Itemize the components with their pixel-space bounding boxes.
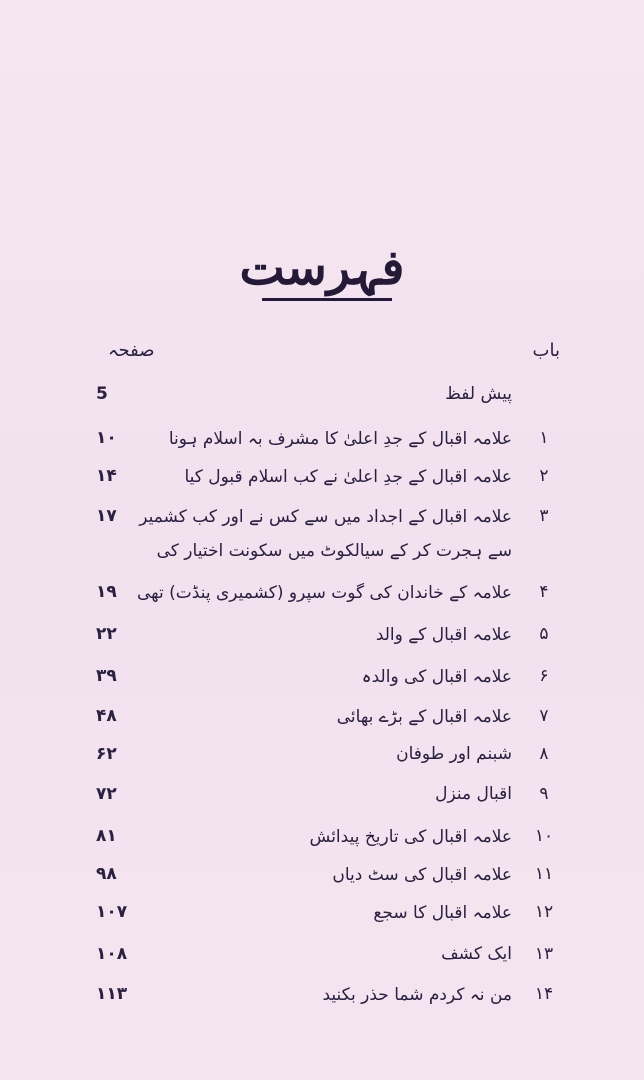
toc-row [0,384,644,418]
chapter-title: علامہ کے خاندان کی گوت سپرو (کشمیری پنڈت) تھی [137,583,512,603]
chapter-title: علامہ اقبال کی سٹ دیاں [332,865,512,885]
page-number: ۱۹ [96,582,117,602]
page-number: ۱۰۷ [96,902,128,922]
toc-row [0,428,644,462]
chapter-number: ۱۳ [534,944,554,964]
chapter-title: علامہ اقبال کے بڑے بھائی [336,707,512,727]
chapter-title: اقبال منزل [435,784,512,804]
chapter-number: ۳ [539,506,549,526]
chapter-title: سے ہجرت کر کے سیالکوٹ میں سکونت اختیار کی [156,541,512,561]
chapter-number: ۲ [539,466,549,486]
page-number: ۹۸ [96,864,117,884]
toc-row [0,706,644,740]
page-number: ۶۲ [96,744,117,764]
page-number: ۷۲ [96,784,117,804]
toc-row [0,864,644,898]
page-number: ۳۹ [96,666,117,686]
chapter-number: ۴ [539,582,549,602]
chapter-number: ۶ [539,666,549,686]
chapter-number: ۹ [539,784,549,804]
chapter-title: ایک کشف [441,944,512,964]
toc-row [0,744,644,778]
chapter-number: ۱ [539,428,549,448]
page-number: ۱۰۸ [96,944,128,964]
chapter-title: علامہ اقبال کے اجداد میں سے کس نے اور کب کشمیر [139,507,512,527]
toc-row [0,826,644,860]
toc-row [0,624,644,658]
chapter-title: علامہ اقبال کی والدہ [361,667,512,687]
page-number: ۸۱ [96,826,117,846]
chapter-title: علامہ اقبال کا سجع [373,903,512,923]
chapter-number: ۱۱ [534,864,554,884]
chapter-column-header: باب [532,340,560,361]
chapter-title: علامہ اقبال کے جدِ اعلیٰ کا مشرف بہ اسلام ہونا [168,429,512,449]
page-number: ۲۲ [96,624,117,644]
chapter-title: علامہ اقبال کے جدِ اعلیٰ نے کب اسلام قبول کیا [184,467,512,487]
chapter-title: شبنم اور طوفان [396,744,512,764]
chapter-number: ۱۰ [534,826,554,846]
page-column-header: صفحہ [108,340,155,361]
toc-row [0,902,644,936]
toc-row [0,506,644,540]
chapter-number: ۸ [539,744,549,764]
chapter-number: ۵ [539,624,549,644]
chapter-number: ۱۲ [534,902,554,922]
chapter-title: علامہ اقبال کے والد [375,625,512,645]
chapter-title: پیش لفظ [445,384,512,404]
toc-row [0,944,644,978]
chapter-title: علامہ اقبال کی تاریخ پیدائش [309,827,512,847]
page-number: ۱۷ [96,506,117,526]
chapter-title: من نہ کردم شما حذر بکنید [322,985,512,1005]
page-title: فہرست [239,240,405,296]
title-underline [262,298,392,301]
page-number: ۱۴ [96,466,117,486]
toc-row [0,984,644,1018]
chapter-number: ۱۴ [534,984,554,1004]
toc-row [0,466,644,500]
page-number: ۴۸ [96,706,117,726]
toc-row [0,784,644,818]
page-number: ۱۰ [96,428,117,448]
toc-row [0,540,644,574]
toc-row [0,666,644,700]
chapter-number: ۷ [539,706,549,726]
page-number: ۱۱۳ [96,984,128,1004]
page-number: 5 [96,384,108,404]
toc-row [0,582,644,616]
